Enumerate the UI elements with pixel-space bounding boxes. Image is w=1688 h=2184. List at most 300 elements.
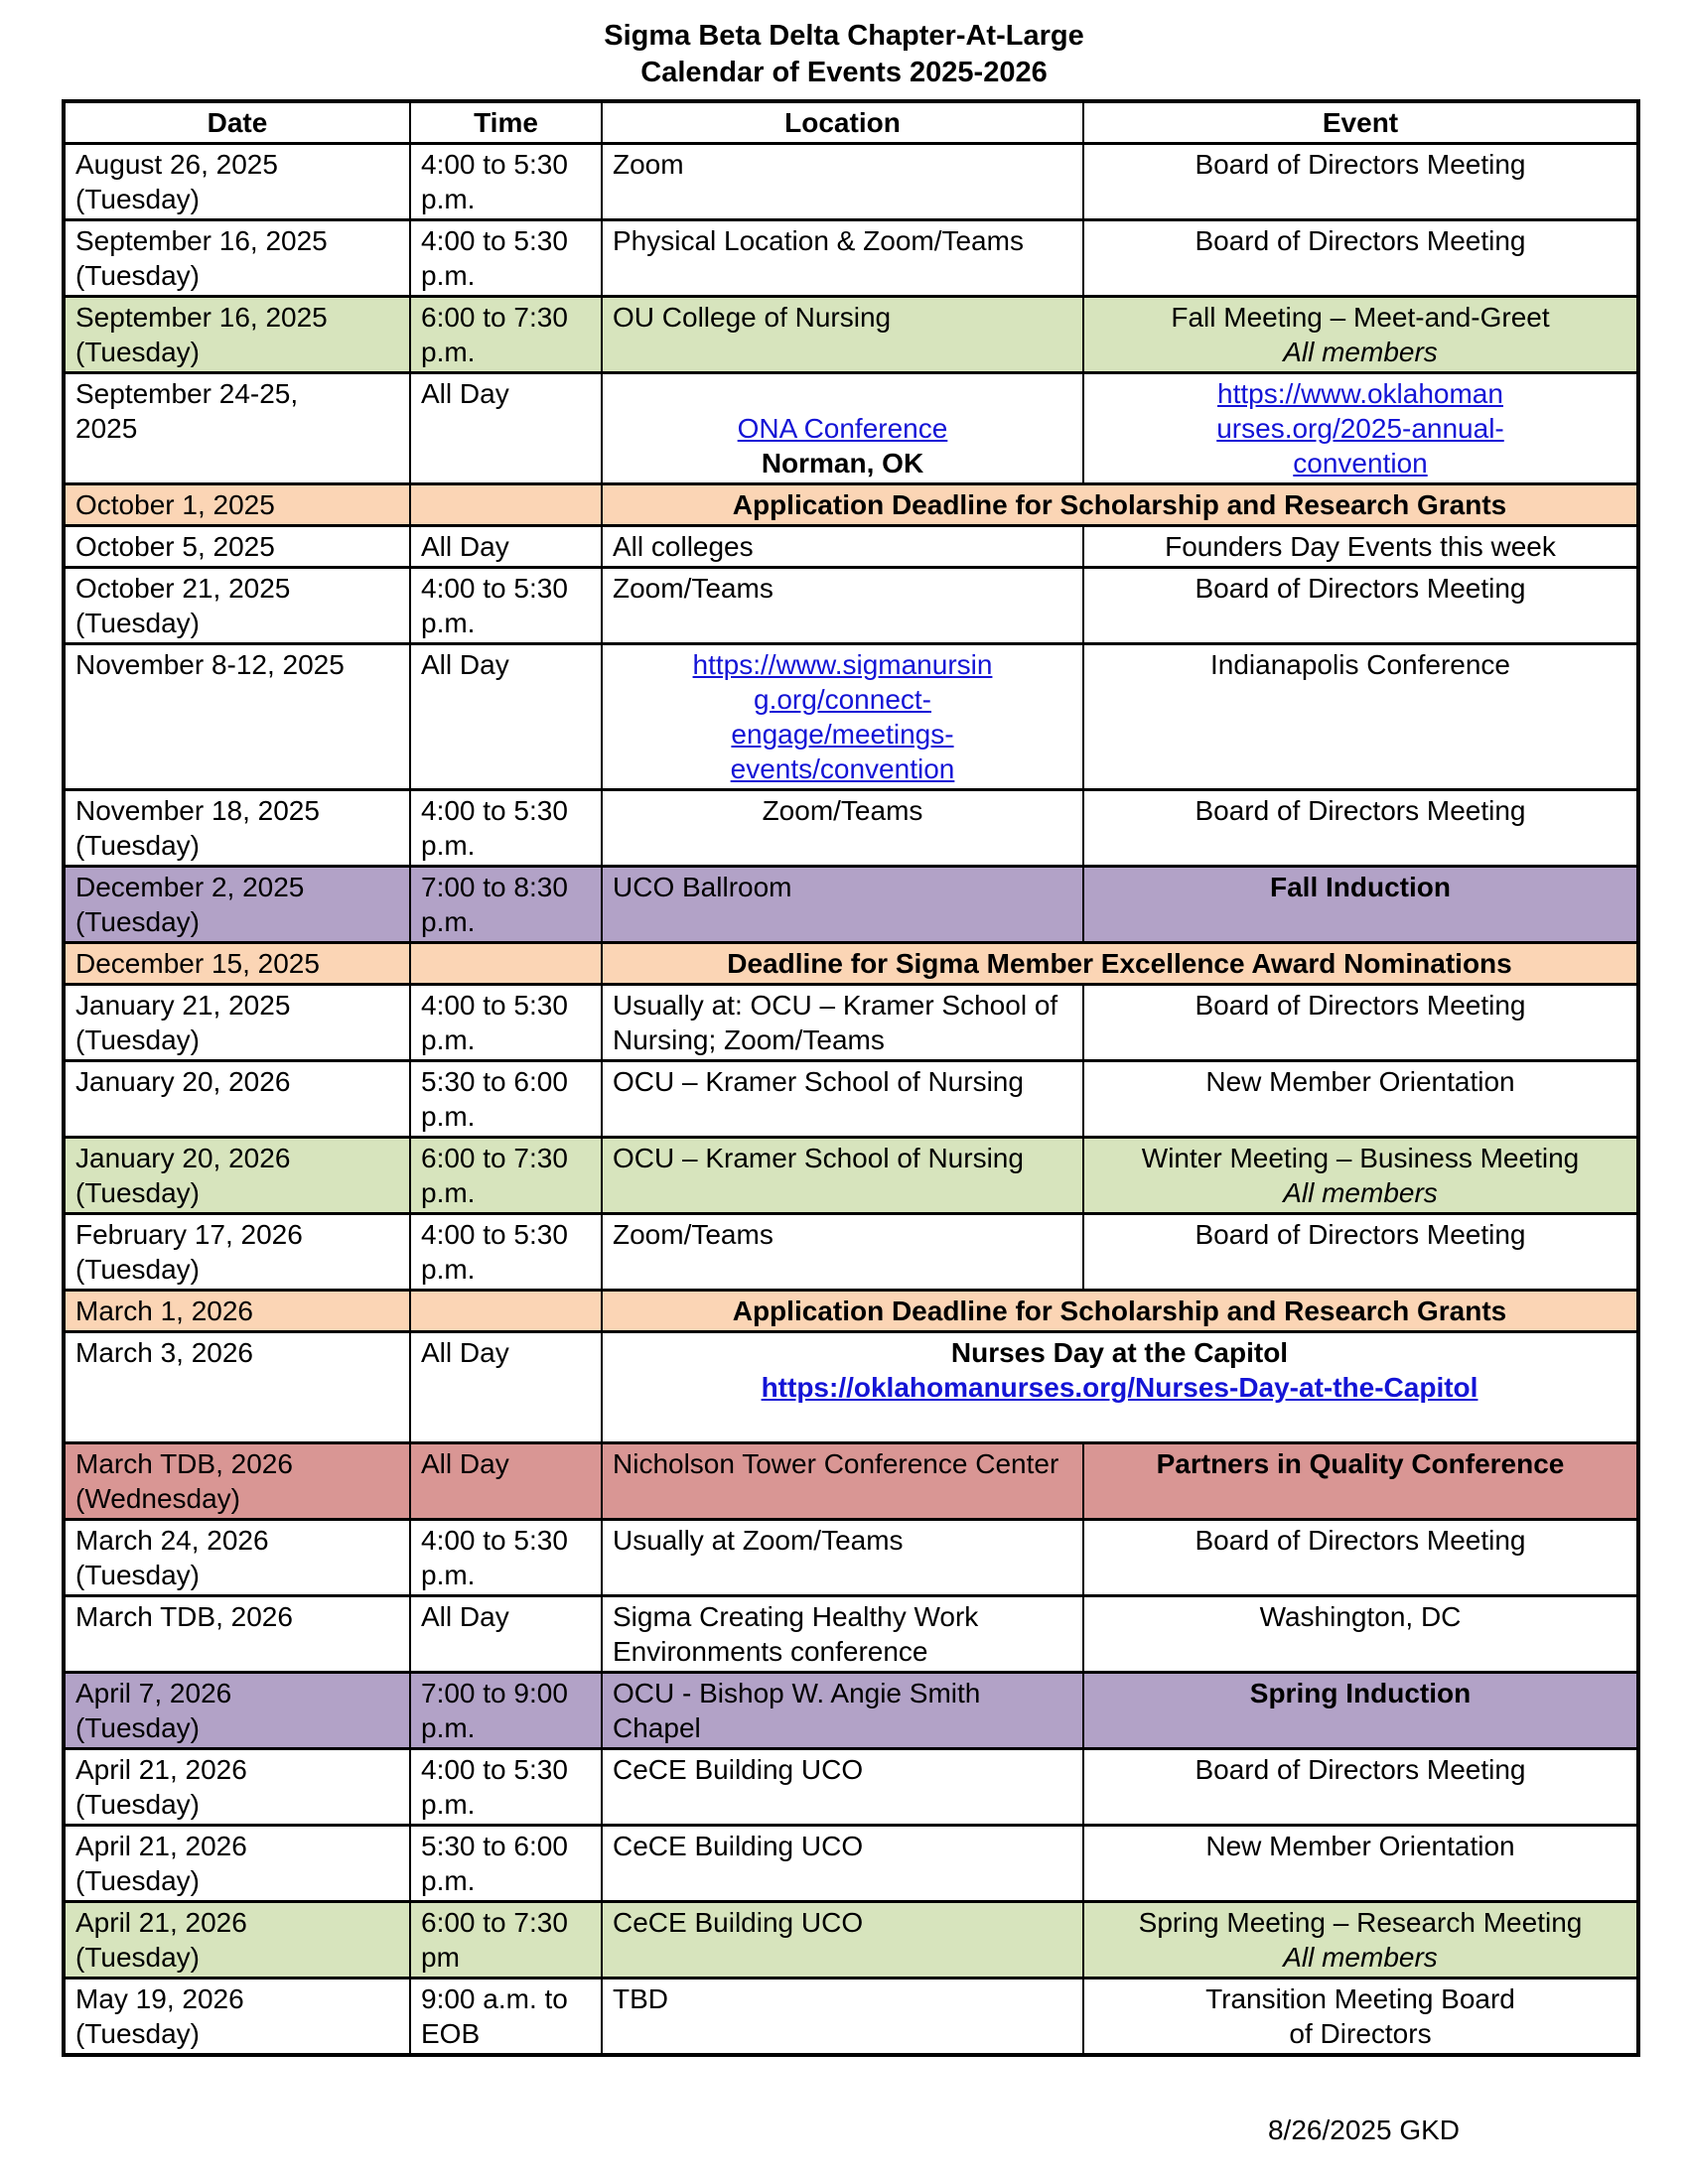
text-line [613, 717, 1072, 751]
date-cell [64, 1979, 410, 2056]
table-row [64, 1443, 1638, 1520]
text-line [1094, 300, 1626, 335]
text-line [75, 376, 399, 411]
text: August 26, 2025 [75, 149, 278, 180]
event-cell [1083, 1214, 1638, 1291]
text-line [75, 1217, 399, 1252]
hyperlink[interactable]: convention [1293, 448, 1428, 478]
table-row [64, 1749, 1638, 1826]
text: March 3, 2026 [75, 1337, 253, 1368]
text: 7:00 to 8:30 p.m. [421, 872, 568, 937]
text-line [613, 1217, 1072, 1252]
time-cell [410, 943, 602, 985]
text-line [421, 870, 591, 939]
text: Board of Directors Meeting [1195, 149, 1526, 180]
table-row [64, 1138, 1638, 1214]
text-line [75, 1523, 399, 1592]
table-header [64, 101, 1638, 144]
text: 5:30 to 6:00 p.m. [421, 1831, 568, 1896]
text-line [613, 1446, 1072, 1481]
table-row [64, 1291, 1638, 1332]
text-line [75, 1981, 399, 2016]
table-row [64, 373, 1638, 484]
text: Transition Meeting Board [1205, 1983, 1515, 2014]
event-cell [1083, 1902, 1638, 1979]
text: All members [1283, 337, 1438, 367]
text-line [1094, 1676, 1626, 1710]
table-row [64, 943, 1638, 985]
text-line [75, 1064, 399, 1099]
text: 4:00 to 5:30 p.m. [421, 1525, 568, 1590]
location-cell [602, 644, 1083, 790]
table-row [64, 1332, 1638, 1443]
text: (Tuesday) [75, 1254, 201, 1285]
text-line [75, 606, 399, 640]
table-row [64, 484, 1638, 526]
text: October 21, 2025 [75, 573, 291, 604]
text: 4:00 to 5:30 p.m. [421, 990, 568, 1055]
text-line [613, 647, 1072, 682]
text-line [75, 147, 399, 182]
page-title-line2: Calendar of Events 2025-2026 [640, 57, 1048, 88]
text-line [75, 1710, 399, 1745]
text: March TDB, 2026 [75, 1601, 293, 1632]
location-cell [602, 373, 1083, 484]
date-cell [64, 1291, 410, 1332]
date-cell [64, 1902, 410, 1979]
time-cell [410, 1596, 602, 1673]
text: Spring Induction [1249, 1678, 1472, 1708]
time-cell [410, 1826, 602, 1902]
time-cell [410, 790, 602, 867]
location-cell [602, 1596, 1083, 1673]
text-line [421, 1064, 591, 1134]
location-cell [602, 297, 1083, 373]
text: December 15, 2025 [75, 948, 320, 979]
text-line [75, 1175, 399, 1210]
text: (Tuesday) [75, 260, 201, 291]
text: April 7, 2026 [75, 1678, 232, 1708]
time-cell [410, 1214, 602, 1291]
location-cell [602, 1138, 1083, 1214]
column-header-date: Date [64, 101, 410, 144]
text-line [421, 1446, 591, 1481]
text: Nicholson Tower Conference Center [613, 1448, 1059, 1479]
text-line [421, 223, 591, 293]
merged-location-event-cell [602, 484, 1638, 526]
location-cell [602, 1826, 1083, 1902]
text: Board of Directors Meeting [1195, 573, 1526, 604]
header-row [64, 101, 1638, 144]
location-cell [602, 144, 1083, 220]
date-cell [64, 1749, 410, 1826]
text-line [421, 1217, 591, 1287]
text: Fall Induction [1270, 872, 1451, 902]
text: (Tuesday) [75, 1712, 201, 1743]
hyperlink[interactable]: events/convention [730, 753, 955, 784]
text-line [75, 1905, 399, 1940]
time-cell [410, 867, 602, 943]
text-line [613, 411, 1072, 446]
text: CeCE Building UCO [613, 1907, 864, 1938]
text-line [75, 904, 399, 939]
text-line [613, 1335, 1626, 1370]
location-cell [602, 985, 1083, 1061]
text-line [75, 1863, 399, 1898]
text-line [421, 988, 591, 1057]
text-line [1094, 223, 1626, 258]
table-row [64, 1520, 1638, 1596]
text-line [75, 1676, 399, 1710]
hyperlink[interactable]: urses.org/2025-annual- [1216, 413, 1504, 444]
text-line [75, 647, 399, 682]
event-cell [1083, 1520, 1638, 1596]
location-cell [602, 1061, 1083, 1138]
event-cell [1083, 1826, 1638, 1902]
text: 6:00 to 7:30 p.m. [421, 302, 568, 367]
text: (Tuesday) [75, 337, 201, 367]
hyperlink[interactable]: engage/meetings- [731, 719, 954, 750]
text: March TDB, 2026 [75, 1448, 293, 1479]
text-line [1094, 1905, 1626, 1940]
text: Board of Directors Meeting [1195, 990, 1526, 1021]
text: Zoom/Teams [613, 573, 774, 604]
text: Physical Location & Zoom/Teams [613, 225, 1024, 256]
text: May 19, 2026 [75, 1983, 244, 2014]
text-line [613, 223, 1072, 258]
text: September 16, 2025 [75, 225, 328, 256]
text: March 1, 2026 [75, 1296, 253, 1326]
text: UCO Ballroom [613, 872, 792, 902]
footer-revision-note: 8/26/2025 GKD [1267, 2115, 1460, 2145]
event-cell [1083, 526, 1638, 568]
table-row [64, 1826, 1638, 1902]
text-line [613, 682, 1072, 717]
text-line [421, 1599, 591, 1634]
text-line [1094, 1141, 1626, 1175]
text-line [421, 300, 591, 369]
table-row [64, 1902, 1638, 1979]
text-line [1094, 1523, 1626, 1558]
text-line [421, 529, 591, 564]
text: All Day [421, 1337, 509, 1368]
event-cell [1083, 220, 1638, 297]
time-cell [410, 568, 602, 644]
text-line [75, 258, 399, 293]
table-row [64, 526, 1638, 568]
text-line [421, 147, 591, 216]
text: Fall Meeting – Meet-and-Greet [1171, 302, 1550, 333]
date-cell [64, 1061, 410, 1138]
text: Norman, OK [761, 448, 924, 478]
text: February 17, 2026 [75, 1219, 303, 1250]
text-line [613, 1829, 1072, 1863]
time-cell [410, 985, 602, 1061]
text-line [1094, 446, 1626, 480]
text: Sigma Creating Healthy Work Environments conference [613, 1601, 979, 1667]
text-line [613, 487, 1626, 522]
hyperlink[interactable]: g.org/connect- [754, 684, 931, 715]
text-line [421, 647, 591, 682]
text-line [1094, 1599, 1626, 1634]
event-cell [1083, 1979, 1638, 2056]
location-cell [602, 1673, 1083, 1749]
text: (Tuesday) [75, 1942, 201, 1973]
date-cell [64, 790, 410, 867]
text-line [613, 1523, 1072, 1558]
event-cell [1083, 1061, 1638, 1138]
hyperlink[interactable]: ONA Conference [737, 413, 948, 444]
table-row [64, 1214, 1638, 1291]
time-cell [410, 373, 602, 484]
text: September 16, 2025 [75, 302, 328, 333]
text: All colleges [613, 531, 754, 562]
text-line [613, 793, 1072, 828]
text: January 20, 2026 [75, 1066, 291, 1097]
time-cell [410, 1673, 602, 1749]
text: (Tuesday) [75, 1865, 201, 1896]
text: New Member Orientation [1205, 1066, 1515, 1097]
text-line [613, 751, 1072, 786]
text: 4:00 to 5:30 p.m. [421, 795, 568, 861]
text: 4:00 to 5:30 p.m. [421, 149, 568, 214]
text: Zoom/Teams [613, 1219, 774, 1250]
date-cell [64, 1138, 410, 1214]
text: 6:00 to 7:30 p.m. [421, 1143, 568, 1208]
column-header-time: Time [410, 101, 602, 144]
text: (Tuesday) [75, 1024, 201, 1055]
location-cell [602, 1902, 1083, 1979]
event-cell [1083, 297, 1638, 373]
text-line [613, 1405, 1626, 1439]
text-line [75, 411, 399, 446]
event-cell [1083, 1443, 1638, 1520]
text-line [75, 1335, 399, 1370]
table-row [64, 644, 1638, 790]
text: Indianapolis Conference [1210, 649, 1510, 680]
text-line [421, 1676, 591, 1745]
column-header-event: Event [1083, 101, 1638, 144]
text-line [613, 1905, 1072, 1940]
text-line [421, 571, 591, 640]
column-header-location: Location [602, 101, 1083, 144]
table-row [64, 220, 1638, 297]
text-line [75, 1252, 399, 1287]
date-cell [64, 1596, 410, 1673]
text: OCU – Kramer School of Nursing [613, 1143, 1024, 1173]
text: Spring Meeting – Research Meeting [1138, 1907, 1583, 1938]
table-row [64, 985, 1638, 1061]
event-cell [1083, 644, 1638, 790]
text-line [75, 1481, 399, 1516]
text-line [613, 1294, 1626, 1328]
text: April 21, 2026 [75, 1831, 247, 1861]
time-cell [410, 1138, 602, 1214]
text-line [421, 1141, 591, 1210]
text-line [75, 182, 399, 216]
merged-location-event-cell [602, 1332, 1638, 1443]
event-cell [1083, 985, 1638, 1061]
text-line [75, 946, 399, 981]
event-cell [1083, 373, 1638, 484]
text-line [1094, 1175, 1626, 1210]
text: September 24-25, [75, 378, 299, 409]
date-cell [64, 1332, 410, 1443]
text: Application Deadline for Scholarship and Research Grants [732, 489, 1507, 520]
date-cell [64, 568, 410, 644]
location-cell [602, 1979, 1083, 2056]
location-cell [602, 1214, 1083, 1291]
text-line [1094, 1981, 1626, 2016]
text: Partners in Quality Conference [1156, 1448, 1565, 1479]
date-cell [64, 1443, 410, 1520]
text: March 24, 2026 (Tuesday) [75, 1525, 269, 1590]
text: (Tuesday) [75, 2018, 201, 2049]
location-cell [602, 526, 1083, 568]
table-row [64, 1673, 1638, 1749]
text-line [421, 376, 591, 411]
text: 4:00 to 5:30 p.m. [421, 1754, 568, 1820]
event-cell [1083, 568, 1638, 644]
table-row [64, 297, 1638, 373]
location-cell [602, 867, 1083, 943]
text-line [75, 1829, 399, 1863]
table-row [64, 144, 1638, 220]
date-cell [64, 1826, 410, 1902]
text: Zoom [613, 149, 684, 180]
text: 9:00 a.m. to EOB [421, 1983, 568, 2049]
text-line [613, 1370, 1626, 1405]
text: (Tuesday) [75, 184, 201, 214]
text-line [75, 1294, 399, 1328]
text-line [1094, 1940, 1626, 1975]
text: (Tuesday) [75, 608, 201, 638]
text-line [613, 1599, 1072, 1669]
table-row [64, 1596, 1638, 1673]
date-cell [64, 484, 410, 526]
text-line [1094, 1829, 1626, 1863]
text: All Day [421, 1448, 509, 1479]
text-line [1094, 793, 1626, 828]
text-line [1094, 1064, 1626, 1099]
text-line [1094, 147, 1626, 182]
text: Board of Directors Meeting [1195, 225, 1526, 256]
text-line [75, 571, 399, 606]
hyperlink[interactable]: https://oklahomanurses.org/Nurses-Day-at-the-Capitol [761, 1372, 1478, 1403]
text: November 8-12, 2025 [75, 649, 345, 680]
text-line [75, 988, 399, 1023]
hyperlink[interactable]: https://www.sigmanursin [692, 649, 993, 680]
date-cell [64, 1520, 410, 1596]
text-line [1094, 647, 1626, 682]
time-cell [410, 1902, 602, 1979]
text: All Day [421, 1601, 509, 1632]
text-line [1094, 870, 1626, 904]
text: October 5, 2025 [75, 531, 275, 562]
text: Washington, DC [1259, 1601, 1462, 1632]
text-line [613, 571, 1072, 606]
time-cell [410, 1061, 602, 1138]
text: 4:00 to 5:30 p.m. [421, 573, 568, 638]
text-line [1094, 411, 1626, 446]
text: CeCE Building UCO [613, 1831, 864, 1861]
location-cell [602, 1520, 1083, 1596]
text-line [75, 529, 399, 564]
events-table [62, 99, 1640, 2057]
text: April 21, 2026 [75, 1754, 247, 1785]
time-cell [410, 1332, 602, 1443]
text: 4:00 to 5:30 p.m. [421, 225, 568, 291]
text-line [613, 300, 1072, 335]
location-cell [602, 1749, 1083, 1826]
text: CeCE Building UCO [613, 1754, 864, 1785]
text: New Member Orientation [1205, 1831, 1515, 1861]
text-line [421, 1752, 591, 1822]
text-line [75, 1446, 399, 1481]
text: December 2, 2025 [75, 872, 305, 902]
text-line [75, 793, 399, 828]
time-cell [410, 1749, 602, 1826]
text-line [421, 1981, 591, 2051]
text-line [75, 1599, 399, 1634]
text: (Wednesday) [75, 1483, 241, 1514]
time-cell [410, 526, 602, 568]
text-line [75, 487, 399, 522]
text: Zoom/Teams [762, 795, 923, 826]
time-cell [410, 1443, 602, 1520]
text-line [421, 793, 591, 863]
text: OU College of Nursing [613, 302, 892, 333]
location-cell [602, 790, 1083, 867]
text-line [421, 1905, 591, 1975]
text: April 21, 2026 [75, 1907, 247, 1938]
page-title-line1: Sigma Beta Delta Chapter-At-Large [604, 20, 1084, 52]
text-line [1094, 376, 1626, 411]
merged-location-event-cell [602, 943, 1638, 985]
time-cell [410, 1520, 602, 1596]
text-line [75, 1787, 399, 1822]
time-cell [410, 484, 602, 526]
text-line [1094, 988, 1626, 1023]
event-cell [1083, 1749, 1638, 1826]
text-line [613, 147, 1072, 182]
text-line [75, 1752, 399, 1787]
text: Board of Directors Meeting [1195, 1525, 1526, 1556]
location-cell [602, 220, 1083, 297]
date-cell [64, 144, 410, 220]
hyperlink[interactable]: https://www.oklahoman [1217, 378, 1503, 409]
text: Board of Directors Meeting [1195, 1219, 1526, 1250]
event-cell [1083, 790, 1638, 867]
text: Deadline for Sigma Member Excellence Award Nominations [727, 948, 1512, 979]
table-row [64, 867, 1638, 943]
date-cell [64, 373, 410, 484]
text: All Day [421, 531, 509, 562]
text: 2025 [75, 413, 138, 444]
text-line [613, 1676, 1072, 1745]
date-cell [64, 1673, 410, 1749]
text-line [75, 828, 399, 863]
text: 7:00 to 9:00 p.m. [421, 1678, 568, 1743]
text-line [1094, 1752, 1626, 1787]
text: Usually at Zoom/Teams [613, 1525, 904, 1556]
text: 6:00 to 7:30 pm [421, 1907, 568, 1973]
table-row [64, 1979, 1638, 2056]
time-cell [410, 220, 602, 297]
date-cell [64, 526, 410, 568]
location-cell [602, 568, 1083, 644]
text: Winter Meeting – Business Meeting [1141, 1143, 1580, 1173]
